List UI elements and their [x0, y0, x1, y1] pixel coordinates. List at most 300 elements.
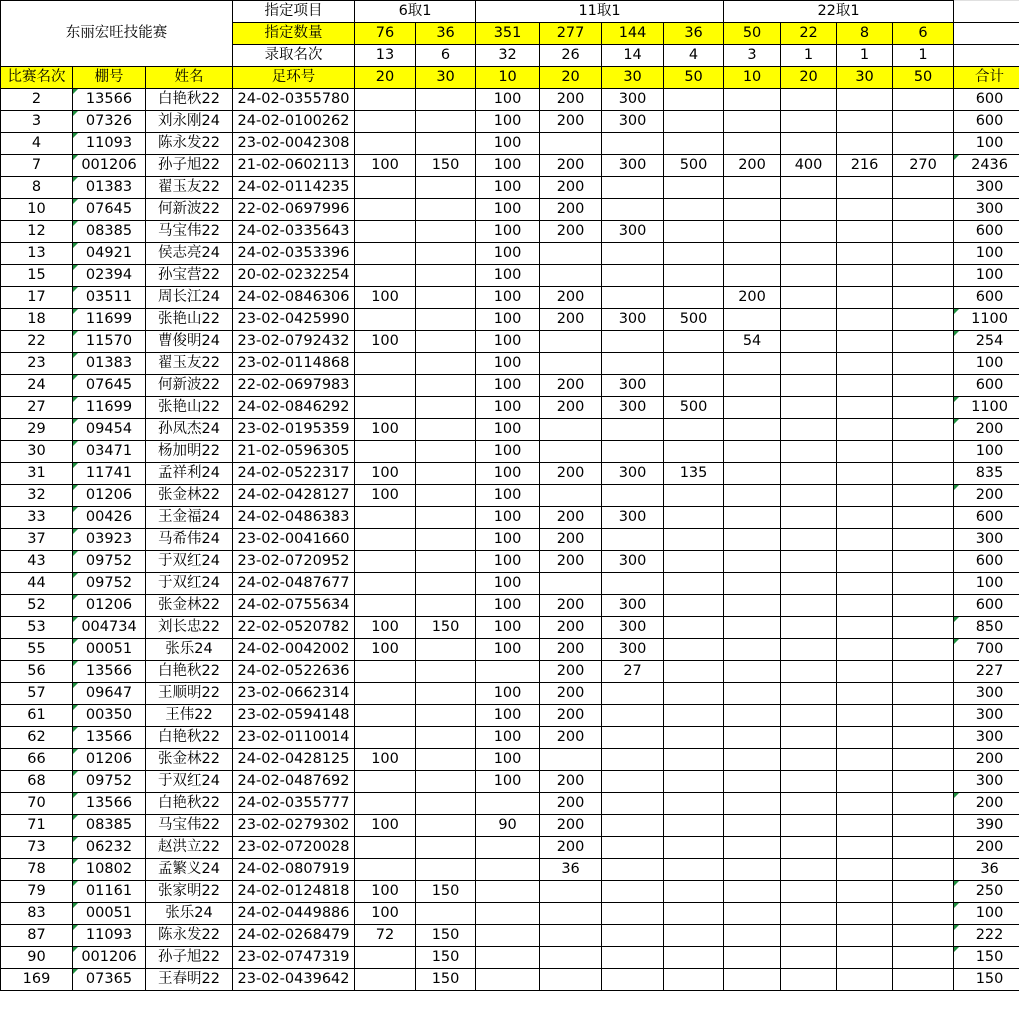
amount-cell: 200 [540, 463, 602, 485]
amount-cell [724, 419, 781, 441]
ring-cell: 24-02-0428127 [233, 485, 355, 507]
admitted-cell: 1 [781, 45, 837, 67]
rank-cell: 30 [1, 441, 73, 463]
amount-cell: 200 [540, 375, 602, 397]
blank-cell [954, 23, 1019, 45]
amount-cell [540, 925, 602, 947]
amount-cell [724, 375, 781, 397]
shed-cell: 00051 [73, 903, 146, 925]
shed-cell: 01161 [73, 881, 146, 903]
total-cell: 100 [954, 573, 1019, 595]
amount-cell [476, 881, 540, 903]
amount-cell [781, 793, 837, 815]
amount-cell [664, 969, 724, 991]
ring-cell: 23-02-0042308 [233, 133, 355, 155]
amount-cell [724, 441, 781, 463]
shed-cell: 13566 [73, 727, 146, 749]
table-row [1, 771, 1019, 793]
shed-cell: 06232 [73, 837, 146, 859]
col-amount: 10 [724, 67, 781, 89]
shed-cell: 001206 [73, 947, 146, 969]
amount-cell [893, 111, 954, 133]
amount-cell [540, 265, 602, 287]
amount-cell [781, 749, 837, 771]
amount-cell [837, 199, 893, 221]
amount-cell [781, 661, 837, 683]
shed-cell: 08385 [73, 221, 146, 243]
col-shed: 棚号 [73, 67, 146, 89]
amount-cell [602, 265, 664, 287]
ring-cell: 24-02-0449886 [233, 903, 355, 925]
amount-cell [893, 749, 954, 771]
shed-cell: 10802 [73, 859, 146, 881]
amount-cell [781, 881, 837, 903]
name-cell: 杨加明22 [146, 441, 233, 463]
amount-cell [602, 353, 664, 375]
amount-cell: 100 [476, 287, 540, 309]
amount-cell [724, 353, 781, 375]
amount-cell [416, 177, 476, 199]
amount-cell [664, 595, 724, 617]
admitted-cell: 1 [837, 45, 893, 67]
admitted-cell: 14 [602, 45, 664, 67]
amount-cell [540, 441, 602, 463]
amount-cell [602, 441, 664, 463]
rank-cell: 44 [1, 573, 73, 595]
amount-cell [355, 595, 416, 617]
rank-cell: 23 [1, 353, 73, 375]
amount-cell [837, 331, 893, 353]
amount-cell [540, 881, 602, 903]
table-row [1, 837, 1019, 859]
amount-cell [781, 573, 837, 595]
amount-cell [893, 573, 954, 595]
table-row [1, 199, 1019, 221]
amount-cell [781, 419, 837, 441]
amount-cell [893, 243, 954, 265]
amount-cell [837, 727, 893, 749]
shed-cell: 004734 [73, 617, 146, 639]
amount-cell [781, 353, 837, 375]
amount-cell: 200 [540, 683, 602, 705]
name-cell: 张家明22 [146, 881, 233, 903]
amount-cell: 400 [781, 155, 837, 177]
amount-cell [355, 947, 416, 969]
amount-cell: 200 [540, 111, 602, 133]
total-cell: 200 [954, 837, 1019, 859]
rank-cell: 62 [1, 727, 73, 749]
amount-cell [893, 947, 954, 969]
amount-cell [893, 419, 954, 441]
ring-cell: 23-02-0439642 [233, 969, 355, 991]
amount-cell: 100 [476, 639, 540, 661]
ring-cell: 22-02-0697996 [233, 199, 355, 221]
amount-cell [837, 551, 893, 573]
amount-cell [664, 771, 724, 793]
ring-cell: 23-02-0792432 [233, 331, 355, 353]
total-cell: 200 [954, 749, 1019, 771]
total-cell: 2436 [954, 155, 1019, 177]
shed-cell: 01383 [73, 353, 146, 375]
rank-cell: 53 [1, 617, 73, 639]
rank-cell: 61 [1, 705, 73, 727]
amount-cell [724, 177, 781, 199]
amount-cell [664, 353, 724, 375]
name-cell: 孙宝营22 [146, 265, 233, 287]
amount-cell [724, 133, 781, 155]
amount-cell [781, 859, 837, 881]
shed-cell: 03511 [73, 287, 146, 309]
total-cell: 222 [954, 925, 1019, 947]
amount-cell: 200 [540, 309, 602, 331]
amount-cell [893, 309, 954, 331]
name-cell: 马希伟24 [146, 529, 233, 551]
amount-cell [602, 133, 664, 155]
rank-cell: 27 [1, 397, 73, 419]
amount-cell [781, 309, 837, 331]
amount-cell [416, 111, 476, 133]
amount-cell [416, 683, 476, 705]
admitted-cell: 4 [664, 45, 724, 67]
amount-cell [540, 353, 602, 375]
amount-cell [724, 507, 781, 529]
name-cell: 张乐24 [146, 639, 233, 661]
table-row [1, 705, 1019, 727]
amount-cell [837, 529, 893, 551]
table-row [1, 661, 1019, 683]
amount-cell [837, 133, 893, 155]
amount-cell [664, 727, 724, 749]
table-row [1, 507, 1019, 529]
amount-cell [416, 815, 476, 837]
amount-cell [781, 639, 837, 661]
amount-cell [781, 89, 837, 111]
total-cell: 1100 [954, 397, 1019, 419]
amount-cell [664, 815, 724, 837]
amount-cell [781, 925, 837, 947]
amount-cell [664, 441, 724, 463]
amount-cell [781, 331, 837, 353]
name-cell: 马宝伟22 [146, 815, 233, 837]
table-row [1, 485, 1019, 507]
rank-cell: 13 [1, 243, 73, 265]
amount-cell [837, 243, 893, 265]
shed-cell: 09752 [73, 551, 146, 573]
amount-cell: 200 [540, 287, 602, 309]
shed-cell: 01206 [73, 749, 146, 771]
name-cell: 周长江24 [146, 287, 233, 309]
amount-cell: 150 [416, 925, 476, 947]
ring-cell: 21-02-0596305 [233, 441, 355, 463]
amount-cell [664, 947, 724, 969]
amount-cell [540, 573, 602, 595]
amount-cell [416, 331, 476, 353]
amount-cell: 36 [540, 859, 602, 881]
amount-cell [416, 727, 476, 749]
count-cell: 351 [476, 23, 540, 45]
amount-cell: 300 [602, 639, 664, 661]
name-cell: 张乐24 [146, 903, 233, 925]
amount-cell [781, 243, 837, 265]
amount-cell: 100 [476, 133, 540, 155]
amount-cell: 200 [540, 815, 602, 837]
label-counts: 指定数量 [233, 23, 355, 45]
name-cell: 张金林22 [146, 595, 233, 617]
amount-cell [664, 903, 724, 925]
amount-cell [724, 463, 781, 485]
col-amount: 30 [837, 67, 893, 89]
amount-cell [355, 243, 416, 265]
table-row [1, 947, 1019, 969]
amount-cell [724, 881, 781, 903]
amount-cell [837, 683, 893, 705]
amount-cell [416, 463, 476, 485]
rank-cell: 87 [1, 925, 73, 947]
amount-cell: 200 [540, 727, 602, 749]
amount-cell: 300 [602, 221, 664, 243]
table-row [1, 265, 1019, 287]
amount-cell [476, 903, 540, 925]
amount-cell [602, 815, 664, 837]
amount-cell [781, 397, 837, 419]
amount-cell [476, 947, 540, 969]
total-cell: 300 [954, 727, 1019, 749]
amount-cell: 100 [476, 265, 540, 287]
amount-cell: 200 [540, 177, 602, 199]
amount-cell [837, 221, 893, 243]
amount-cell [416, 639, 476, 661]
amount-cell [355, 793, 416, 815]
ring-cell: 24-02-0522636 [233, 661, 355, 683]
amount-cell [893, 881, 954, 903]
rank-cell: 57 [1, 683, 73, 705]
total-cell: 600 [954, 507, 1019, 529]
amount-cell [837, 111, 893, 133]
amount-cell [781, 221, 837, 243]
amount-cell [893, 771, 954, 793]
table-row [1, 331, 1019, 353]
amount-cell [540, 749, 602, 771]
amount-cell [416, 287, 476, 309]
total-cell: 700 [954, 639, 1019, 661]
shed-cell: 00426 [73, 507, 146, 529]
amount-cell [893, 507, 954, 529]
shed-cell: 11570 [73, 331, 146, 353]
amount-cell: 72 [355, 925, 416, 947]
amount-cell: 100 [355, 639, 416, 661]
amount-cell [664, 617, 724, 639]
amount-cell: 100 [476, 441, 540, 463]
rank-cell: 32 [1, 485, 73, 507]
amount-cell: 100 [476, 529, 540, 551]
amount-cell [602, 925, 664, 947]
count-cell: 144 [602, 23, 664, 45]
table-row [1, 155, 1019, 177]
amount-cell: 300 [602, 375, 664, 397]
name-cell: 孟祥利24 [146, 463, 233, 485]
amount-cell: 100 [476, 595, 540, 617]
shed-cell: 07645 [73, 375, 146, 397]
amount-cell: 100 [476, 463, 540, 485]
amount-cell [416, 859, 476, 881]
ring-cell: 22-02-0520782 [233, 617, 355, 639]
ring-cell: 23-02-0662314 [233, 683, 355, 705]
amount-cell [724, 859, 781, 881]
amount-cell [837, 925, 893, 947]
amount-cell [602, 903, 664, 925]
name-cell: 张金林22 [146, 485, 233, 507]
total-cell: 300 [954, 177, 1019, 199]
ring-cell: 23-02-0279302 [233, 815, 355, 837]
amount-cell [602, 859, 664, 881]
amount-cell [355, 353, 416, 375]
amount-cell [602, 485, 664, 507]
amount-cell [602, 881, 664, 903]
amount-cell: 200 [540, 551, 602, 573]
amount-cell [602, 837, 664, 859]
ring-cell: 23-02-0594148 [233, 705, 355, 727]
shed-cell: 00051 [73, 639, 146, 661]
rank-cell: 55 [1, 639, 73, 661]
ring-cell: 24-02-0355780 [233, 89, 355, 111]
table-row [1, 529, 1019, 551]
admitted-cell: 13 [355, 45, 416, 67]
amount-cell: 300 [602, 551, 664, 573]
amount-cell [355, 111, 416, 133]
rank-cell: 78 [1, 859, 73, 881]
amount-cell [664, 111, 724, 133]
amount-cell: 100 [355, 485, 416, 507]
amount-cell [724, 661, 781, 683]
amount-cell [724, 397, 781, 419]
amount-cell [893, 221, 954, 243]
amount-cell: 200 [540, 199, 602, 221]
amount-cell: 100 [476, 155, 540, 177]
amount-cell [893, 617, 954, 639]
rank-cell: 169 [1, 969, 73, 991]
name-cell: 于双红24 [146, 573, 233, 595]
amount-cell [664, 705, 724, 727]
amount-cell: 100 [476, 771, 540, 793]
rank-cell: 79 [1, 881, 73, 903]
amount-cell: 200 [540, 397, 602, 419]
amount-cell [540, 133, 602, 155]
name-cell: 刘长忠22 [146, 617, 233, 639]
amount-cell [837, 397, 893, 419]
amount-cell: 200 [540, 595, 602, 617]
amount-cell [416, 221, 476, 243]
amount-cell: 300 [602, 89, 664, 111]
amount-cell: 27 [602, 661, 664, 683]
amount-cell: 100 [355, 903, 416, 925]
total-cell: 200 [954, 485, 1019, 507]
shed-cell: 11699 [73, 397, 146, 419]
amount-cell [664, 243, 724, 265]
amount-cell [664, 683, 724, 705]
col-amount: 20 [540, 67, 602, 89]
amount-cell [416, 793, 476, 815]
amount-cell [602, 793, 664, 815]
rank-cell: 70 [1, 793, 73, 815]
ring-cell: 23-02-0720952 [233, 551, 355, 573]
amount-cell [781, 177, 837, 199]
amount-cell: 270 [893, 155, 954, 177]
table-row [1, 639, 1019, 661]
amount-cell [602, 573, 664, 595]
rank-cell: 2 [1, 89, 73, 111]
amount-cell [416, 353, 476, 375]
table-row [1, 881, 1019, 903]
name-cell: 王春明22 [146, 969, 233, 991]
table-row [1, 111, 1019, 133]
amount-cell [355, 199, 416, 221]
table-row [1, 375, 1019, 397]
amount-cell [724, 111, 781, 133]
amount-cell [664, 639, 724, 661]
amount-cell [355, 661, 416, 683]
amount-cell [476, 837, 540, 859]
shed-cell: 03923 [73, 529, 146, 551]
amount-cell [355, 309, 416, 331]
label-admitted: 录取名次 [233, 45, 355, 67]
amount-cell [416, 243, 476, 265]
amount-cell: 200 [540, 639, 602, 661]
amount-cell [893, 705, 954, 727]
col-amount: 30 [602, 67, 664, 89]
amount-cell: 100 [355, 419, 416, 441]
name-cell: 孙子旭22 [146, 155, 233, 177]
shed-cell: 13566 [73, 89, 146, 111]
shed-cell: 11699 [73, 309, 146, 331]
amount-cell [355, 375, 416, 397]
amount-cell [355, 727, 416, 749]
col-name: 姓名 [146, 67, 233, 89]
rank-cell: 37 [1, 529, 73, 551]
amount-cell: 200 [540, 155, 602, 177]
amount-cell: 100 [476, 375, 540, 397]
amount-cell [664, 485, 724, 507]
amount-cell [355, 89, 416, 111]
rank-cell: 17 [1, 287, 73, 309]
count-cell: 6 [893, 23, 954, 45]
ring-cell: 24-02-0335643 [233, 221, 355, 243]
amount-cell [837, 375, 893, 397]
shed-cell: 001206 [73, 155, 146, 177]
amount-cell [355, 441, 416, 463]
amount-cell [724, 903, 781, 925]
table-row [1, 551, 1019, 573]
amount-cell [416, 529, 476, 551]
name-cell: 于双红24 [146, 551, 233, 573]
amount-cell: 100 [476, 331, 540, 353]
amount-cell [837, 287, 893, 309]
amount-cell [355, 573, 416, 595]
amount-cell: 100 [355, 815, 416, 837]
amount-cell [724, 947, 781, 969]
table-row [1, 793, 1019, 815]
col-amount: 20 [355, 67, 416, 89]
ring-cell: 24-02-0042002 [233, 639, 355, 661]
amount-cell: 150 [416, 947, 476, 969]
amount-cell [781, 815, 837, 837]
total-cell: 150 [954, 947, 1019, 969]
rank-cell: 4 [1, 133, 73, 155]
name-cell: 白艳秋22 [146, 727, 233, 749]
amount-cell: 300 [602, 617, 664, 639]
amount-cell [476, 969, 540, 991]
total-cell: 835 [954, 463, 1019, 485]
total-cell: 300 [954, 199, 1019, 221]
